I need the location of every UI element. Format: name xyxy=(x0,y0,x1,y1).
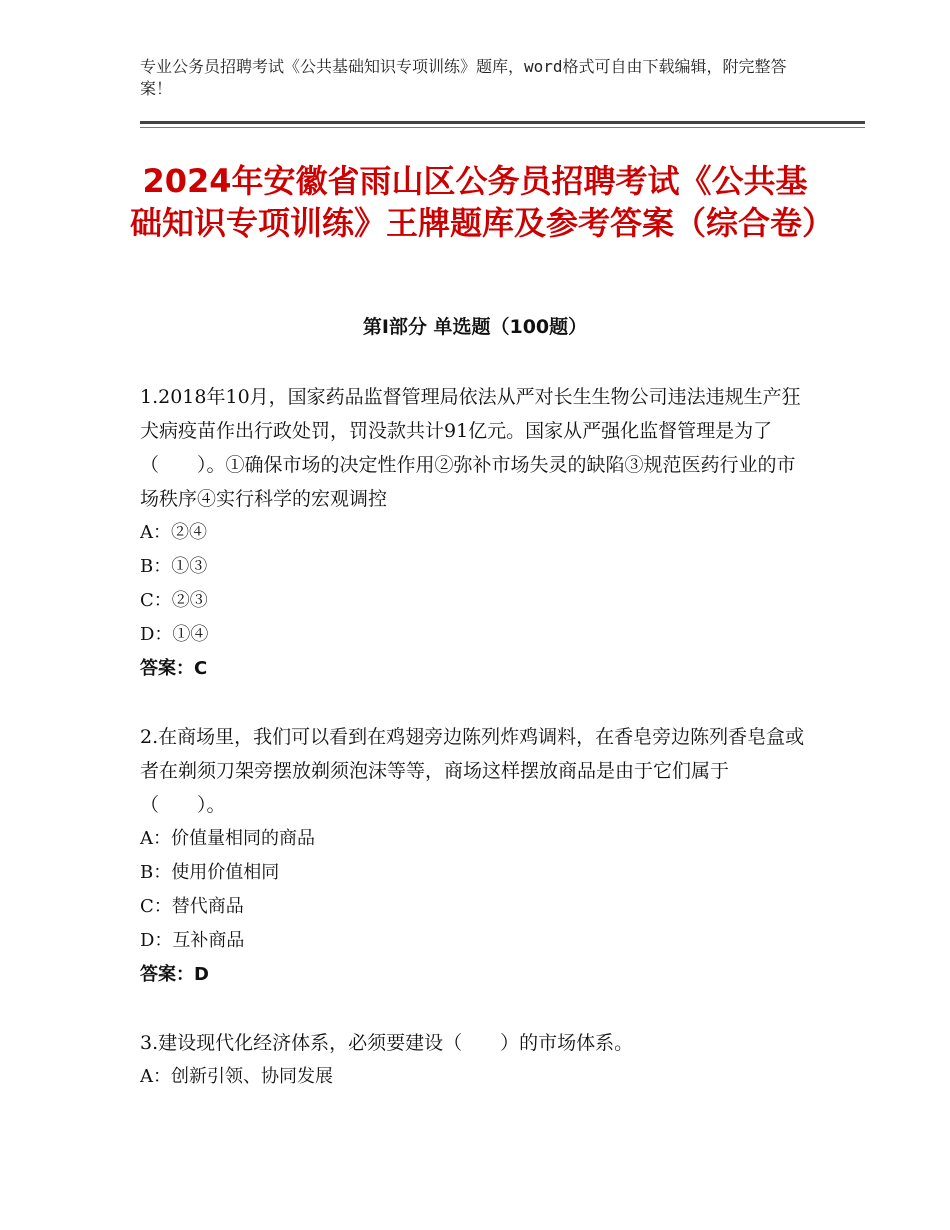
document-title: 2024年安徽省雨山区公务员招聘考试《公共基础知识专项训练》王牌题库及参考答案（综合卷） xyxy=(130,162,835,242)
question-3 xyxy=(140,1026,810,1094)
header-rule-thin xyxy=(140,127,865,128)
question-stem: 1.2018年10月，国家药品监督管理局依法从严对长生生物公司违法违规生产狂犬病疫苗作出行政处罚，罚没款共计91亿元。国家从严强化监督管理是为了（ ）。①确保市场的决定性作用②弥补市场失灵的缺陷③规范医药行业的市场秩序④实行科学的宏观调控 xyxy=(140,386,801,510)
header-rule-thick xyxy=(140,121,865,124)
option-b: B：①③ xyxy=(140,556,208,577)
question-list xyxy=(140,380,810,1128)
answer: 答案：D xyxy=(140,964,209,985)
question-1 xyxy=(140,380,810,686)
answer: 答案：C xyxy=(140,658,208,679)
question-stem: 2.在商场里，我们可以看到在鸡翅旁边陈列炸鸡调料，在香皂旁边陈列香皂盒或者在剃须刀架旁摆放剃须泡沫等等，商场这样摆放商品是由于它们属于（ ）。 xyxy=(140,726,805,816)
option-d: D：互补商品 xyxy=(140,930,245,951)
section-title: 第Ⅰ部分 单选题（100题） xyxy=(362,316,588,338)
question-stem: 3.建设现代化经济体系，必须要建设（ ）的市场体系。 xyxy=(140,1032,634,1054)
option-a: A：创新引领、协同发展 xyxy=(140,1066,333,1087)
question-2 xyxy=(140,720,810,992)
option-d: D：①④ xyxy=(140,624,209,645)
option-c: C：②③ xyxy=(140,590,208,611)
option-c: C：替代商品 xyxy=(140,896,244,917)
option-a: A：价值量相同的商品 xyxy=(140,828,315,849)
option-b: B：使用价值相同 xyxy=(140,862,280,883)
option-a: A：②④ xyxy=(140,522,207,543)
header-note: 专业公务员招聘考试《公共基础知识专项训练》题库，word格式可自由下载编辑，附完整答案！ xyxy=(140,57,787,98)
